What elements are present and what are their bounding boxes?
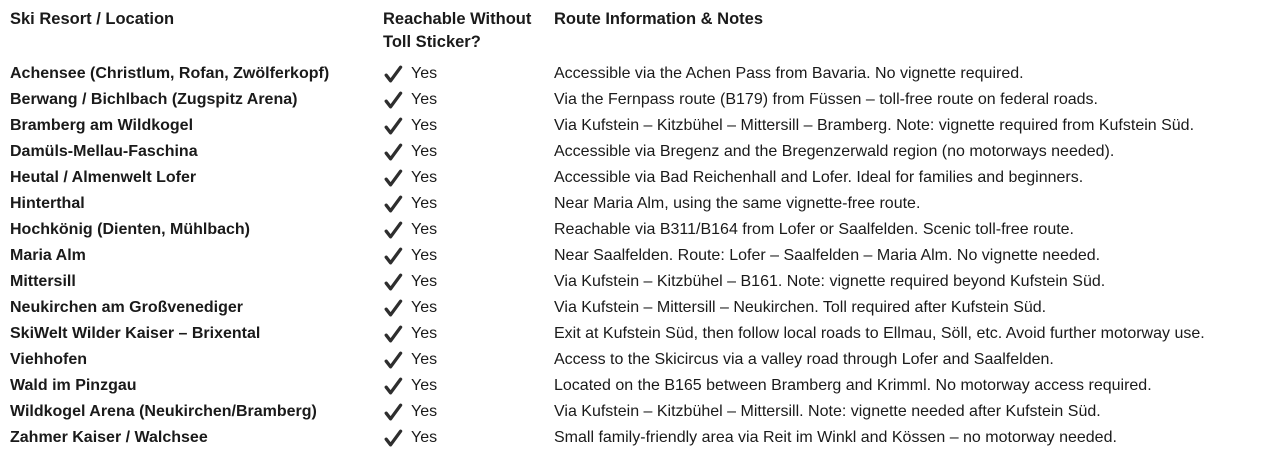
reachable-cell [383,87,554,113]
route-notes: Access to the Skicircus via a valley road through Lofer and Saalfelden. [554,351,1054,368]
reachable-value: Yes [411,351,438,368]
checkmark-icon [383,90,404,111]
reachable-value: Yes [411,65,438,82]
reachable-cell [383,61,554,87]
resort-name: Heutal / Almenwelt Lofer [10,169,197,186]
reachable-value: Yes [411,403,438,420]
table-row [10,191,1276,217]
table-body [10,61,1276,451]
checkmark-icon [383,142,404,163]
reachable-value: Yes [411,169,438,186]
route-notes: Small family-friendly area via Reit im Winkl and Kössen – no motorway needed. [554,429,1117,446]
resort-name: Hinterthal [10,195,85,212]
resort-name: Wald im Pinzgau [10,377,137,394]
route-notes: Via Kufstein – Mittersill – Neukirchen. Toll required after Kufstein Süd. [554,299,1047,316]
checkmark-icon [383,116,404,137]
reachable-value: Yes [411,221,438,238]
route-notes: Accessible via the Achen Pass from Bavaria. No vignette required. [554,65,1024,82]
route-notes: Accessible via Bad Reichenhall and Lofer. Ideal for families and beginners. [554,169,1084,186]
table-row [10,61,1276,87]
reachable-cell [383,399,554,425]
reachable-value: Yes [411,247,438,264]
route-notes: Via Kufstein – Kitzbühel – B161. Note: vignette required beyond Kufstein Süd. [554,273,1106,290]
resort-name: SkiWelt Wilder Kaiser – Brixental [10,325,261,342]
route-notes: Via Kufstein – Kitzbühel – Mittersill. Note: vignette needed after Kufstein Süd. [554,403,1101,420]
reachable-cell [383,347,554,373]
resort-name: Wildkogel Arena (Neukirchen/Bramberg) [10,403,317,420]
column-header-notes: Route Information & Notes [554,10,763,28]
reachable-cell [383,425,554,451]
checkmark-icon [383,246,404,267]
table-row [10,321,1276,347]
resort-name: Neukirchen am Großvenediger [10,299,243,316]
resort-name: Damüls-Mellau-Faschina [10,143,198,160]
route-notes: Exit at Kufstein Süd, then follow local roads to Ellmau, Söll, etc. Avoid further motorway use. [554,325,1205,342]
checkmark-icon [383,402,404,423]
table-row [10,113,1276,139]
table-row [10,425,1276,451]
route-notes: Located on the B165 between Bramberg and Krimml. No motorway access required. [554,377,1152,394]
table-row [10,165,1276,191]
reachable-cell [383,243,554,269]
resort-name: Bramberg am Wildkogel [10,117,194,134]
resort-name: Hochkönig (Dienten, Mühlbach) [10,221,250,238]
table-header-row [10,5,1276,61]
reachable-cell [383,113,554,139]
table-row [10,399,1276,425]
checkmark-icon [383,350,404,371]
reachable-cell [383,373,554,399]
table-row [10,87,1276,113]
reachable-value: Yes [411,195,438,212]
route-notes: Reachable via B311/B164 from Lofer or Saalfelden. Scenic toll-free route. [554,221,1074,238]
checkmark-icon [383,220,404,241]
reachable-value: Yes [411,143,438,160]
resort-name: Achensee (Christlum, Rofan, Zwölferkopf) [10,65,330,82]
resort-name: Viehhofen [10,351,88,368]
resort-name: Maria Alm [10,247,86,264]
checkmark-icon [383,428,404,449]
route-notes: Via Kufstein – Kitzbühel – Mittersill – Bramberg. Note: vignette required from Kufstein Süd. [554,117,1195,134]
table-row [10,139,1276,165]
route-notes: Accessible via Bregenz and the Bregenzerwald region (no motorways needed). [554,143,1115,160]
checkmark-icon [383,376,404,397]
reachable-cell [383,321,554,347]
table-row [10,269,1276,295]
checkmark-icon [383,272,404,293]
reachable-cell [383,295,554,321]
reachable-cell [383,139,554,165]
table-row [10,217,1276,243]
column-header-resort: Ski Resort / Location [10,10,175,28]
resort-name: Berwang / Bichlbach (Zugspitz Arena) [10,91,298,108]
column-header-reachable-label: Reachable Without Toll Sticker? [383,10,532,51]
resort-name: Mittersill [10,273,76,290]
table-row [10,373,1276,399]
checkmark-icon [383,168,404,189]
reachable-value: Yes [411,273,438,290]
checkmark-icon [383,64,404,85]
reachable-value: Yes [411,325,438,342]
route-notes: Near Maria Alm, using the same vignette-free route. [554,195,921,212]
checkmark-icon [383,194,404,215]
reachable-value: Yes [411,299,438,316]
route-notes: Via the Fernpass route (B179) from Füssen – toll-free route on federal roads. [554,91,1098,108]
table-row [10,295,1276,321]
reachable-cell [383,165,554,191]
reachable-value: Yes [411,429,438,446]
reachable-value: Yes [411,91,438,108]
reachable-value: Yes [411,377,438,394]
column-header-reachable [383,8,554,54]
table-row [10,347,1276,373]
reachable-value: Yes [411,117,438,134]
reachable-cell [383,269,554,295]
reachable-cell [383,217,554,243]
resort-name: Zahmer Kaiser / Walchsee [10,429,208,446]
table-row [10,243,1276,269]
checkmark-icon [383,324,404,345]
checkmark-icon [383,298,404,319]
reachable-cell [383,191,554,217]
route-notes: Near Saalfelden. Route: Lofer – Saalfelden – Maria Alm. No vignette needed. [554,247,1101,264]
